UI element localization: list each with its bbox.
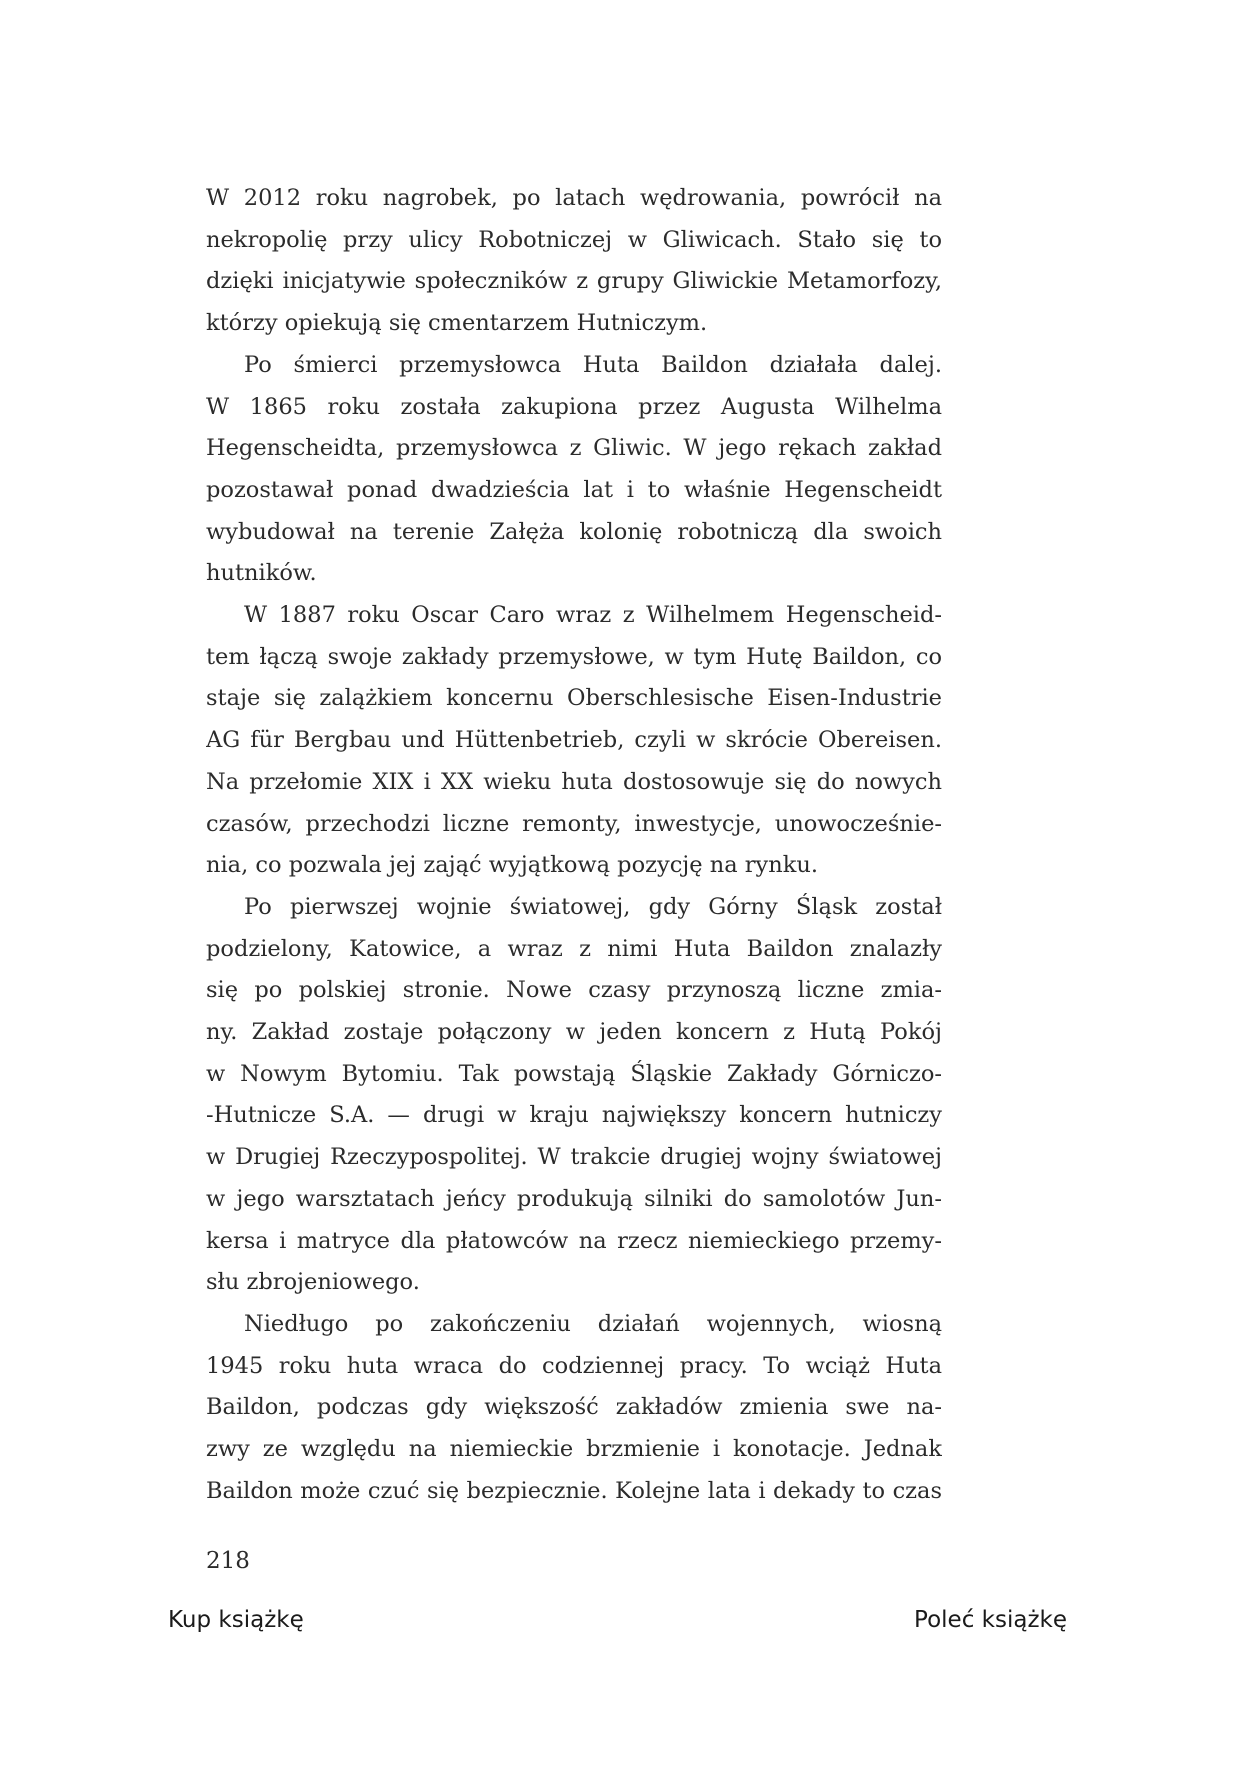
text-line: w jego warsztatach jeńcy produkują silniki do samolotów Jun-	[206, 1185, 942, 1212]
text-line: Niedługo po zakończeniu działań wojennych, wiosną	[244, 1310, 942, 1337]
text-line: -Hutnicze S.A. — drugi w kraju największy koncern hutniczy	[206, 1102, 942, 1129]
text-line: kersa i matryce dla płatowców na rzecz niemieckiego przemy-	[206, 1227, 942, 1254]
recommend-book-link[interactable]: Poleć książkę	[914, 1607, 1067, 1633]
page-number: 218	[206, 1548, 250, 1574]
text-line: Baildon, podczas gdy większość zakładów zmienia swe na-	[206, 1394, 942, 1421]
text-line: AG für Bergbau und Hüttenbetrieb, czyli w skrócie Obereisen.	[206, 727, 942, 754]
text-line: podzielony, Katowice, a wraz z nimi Huta Baildon znalazły	[206, 935, 942, 962]
text-line: nekropolię przy ulicy Robotniczej w Gliwicach. Stało się to	[206, 226, 942, 253]
text-line: słu zbrojeniowego.	[206, 1269, 420, 1296]
text-line: w Nowym Bytomiu. Tak powstają Śląskie Zakłady Górniczo-	[206, 1060, 942, 1087]
text-line: w Drugiej Rzeczypospolitej. W trakcie drugiej wojny światowej	[206, 1144, 942, 1171]
text-line: hutników.	[206, 560, 317, 587]
body-text	[206, 178, 942, 1513]
buy-book-link[interactable]: Kup książkę	[168, 1607, 304, 1633]
text-line: Po pierwszej wojnie światowej, gdy Górny Śląsk został	[244, 893, 942, 920]
text-line: nia, co pozwala jej zająć wyjątkową pozycję na rynku.	[206, 852, 819, 879]
text-line: Po śmierci przemysłowca Huta Baildon działała dalej.	[244, 351, 942, 378]
text-line: Baildon może czuć się bezpiecznie. Kolejne lata i dekady to czas	[206, 1477, 942, 1504]
text-line: pozostawał ponad dwadzieścia lat i to właśnie Hegenscheidt	[206, 476, 942, 503]
text-line: staje się zalążkiem koncernu Oberschlesische Eisen-Industrie	[206, 685, 942, 712]
text-line: W 1887 roku Oscar Caro wraz z Wilhelmem Hegenscheid-	[244, 602, 942, 629]
text-line: dzięki inicjatywie społeczników z grupy Gliwickie Metamorfozy,	[206, 268, 942, 295]
text-line: 1945 roku huta wraca do codziennej pracy. To wciąż Huta	[206, 1352, 942, 1379]
text-line: czasów, przechodzi liczne remonty, inwestycje, unowocześnie-	[206, 810, 942, 837]
text-line: Na przełomie XIX i XX wieku huta dostosowuje się do nowych	[206, 768, 942, 795]
text-line: wybudował na terenie Załęża kolonię robotniczą dla swoich	[206, 518, 942, 545]
text-line: się po polskiej stronie. Nowe czasy przynoszą liczne zmia-	[206, 977, 942, 1004]
text-line: ny. Zakład zostaje połączony w jeden koncern z Hutą Pokój	[206, 1019, 942, 1046]
text-line: Hegenscheidta, przemysłowca z Gliwic. W jego rękach zakład	[206, 435, 942, 462]
text-line: W 2012 roku nagrobek, po latach wędrowania, powrócił na	[206, 185, 942, 211]
text-line: zwy ze względu na niemieckie brzmienie i konotacje. Jednak	[206, 1436, 942, 1463]
text-line: tem łączą swoje zakłady przemysłowe, w tym Hutę Baildon, co	[206, 643, 942, 670]
text-line: W 1865 roku została zakupiona przez Augusta Wilhelma	[206, 393, 942, 420]
text-line: którzy opiekują się cmentarzem Hutniczym.	[206, 310, 708, 337]
